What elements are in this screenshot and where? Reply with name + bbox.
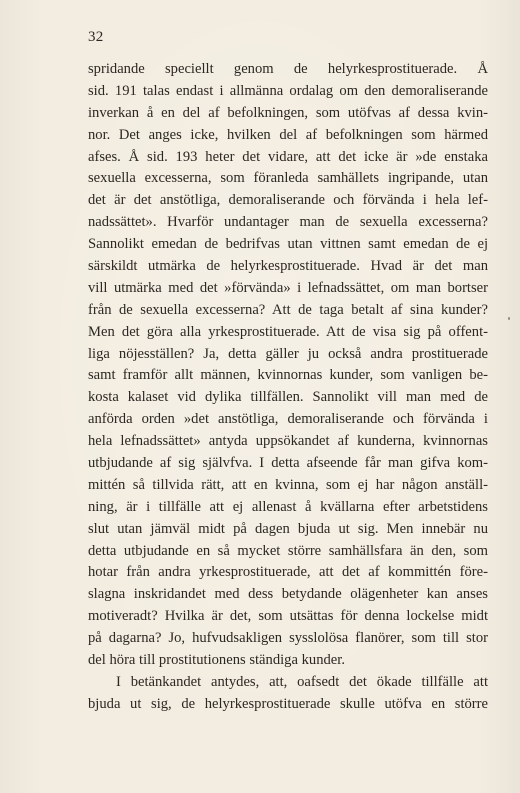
text-line: ning, är i tillfälle att ej allenast å kvällarna efter arbetstidens (88, 498, 488, 515)
text-line: slut utan jämväl midt på dagen bjuda ut sig. Men innebär nu (88, 520, 488, 537)
text-line: anförda orden »det anstötliga, demoraliserande och förvända i (88, 411, 488, 428)
text-line: afses. Å sid. 193 heter det vidare, att det icke är »de enstaka (88, 148, 488, 165)
text-line: det är det anstötliga, demoraliserande och förvända i hela lef- (88, 192, 488, 209)
text-line: kosta kalaset vid dylika tillfällen. Sannolikt vill man med de (88, 389, 488, 406)
text-line: Men det göra alla yrkesprostituerade. Att de visa sig på offent- (88, 323, 488, 340)
text-line: motiveradt? Hvilka är det, som utsättas för denna lockelse midt (88, 608, 488, 625)
text-line: inverkan å en del af befolkningen, som utöfvas af dessa kvin- (88, 104, 488, 121)
text-line: spridande speciellt genom de helyrkesprostituerade. Å (88, 61, 488, 77)
text-line: hotar från andra yrkesprostituerade, att det af kommittén före- (88, 564, 488, 581)
text-line: nor. Det anges icke, hvilken del af befolkningen som härmed (88, 126, 488, 143)
text-line: sid. 191 talas endast i allmänna ordalag om den demoraliserande (88, 82, 488, 99)
text-line: slagna inskridandet med dess betydande olägenheter kan anses (88, 586, 488, 603)
text-line: nadssättet». Hvarför undantager man de sexuella excesserna? (88, 214, 488, 231)
text-line: mittén så tillvida rätt, att en kvinna, som ej har någon anställ- (88, 476, 488, 493)
margin-speck (508, 317, 510, 320)
text-line: Sannolikt emedan de bedrifvas utan vittnen samt emedan de ej (88, 236, 488, 253)
text-line: liga nöjesställen? Ja, detta gäller ju också andra prostituerade (88, 345, 488, 362)
page-number: 32 (88, 29, 104, 45)
text-line: utbjudande af sig självfva. I detta afseende får man gifva kom- (88, 455, 488, 472)
text-line: bjuda ut sig, de helyrkesprostituerade skulle utöfva en större (88, 695, 488, 712)
text-line: sexuella excesserna, som föranleda samhällets ingripande, utan (88, 170, 488, 187)
text-line: detta utbjudande en så mycket större samhällsfara än den, som (88, 542, 488, 559)
text-line: på dagarna? Jo, hufvudsakligen sysslolösa flanörer, som till stor (88, 630, 488, 647)
body-text (88, 59, 488, 716)
text-line: I betänkandet antydes, att, oafsedt det ökade tillfälle att (116, 673, 488, 690)
text-line: vill utmärka med det »förvända» i lefnadssättet, om man bortser (88, 279, 488, 296)
text-line: hela lefnadssättet» antyda uppsökandet af kunderna, kvinnornas (88, 433, 488, 450)
text-line: från de sexuella excesserna? Att de taga betalt af sina kunder? (88, 301, 488, 318)
text-line: särskildt utmärka de helyrkesprostituerade. Hvad är det man (88, 258, 488, 275)
text-line: del höra till prostitutionens ständiga kunder. (88, 652, 345, 669)
text-line: samt framför allt männen, kvinnornas kunder, som vanligen be- (88, 367, 488, 384)
